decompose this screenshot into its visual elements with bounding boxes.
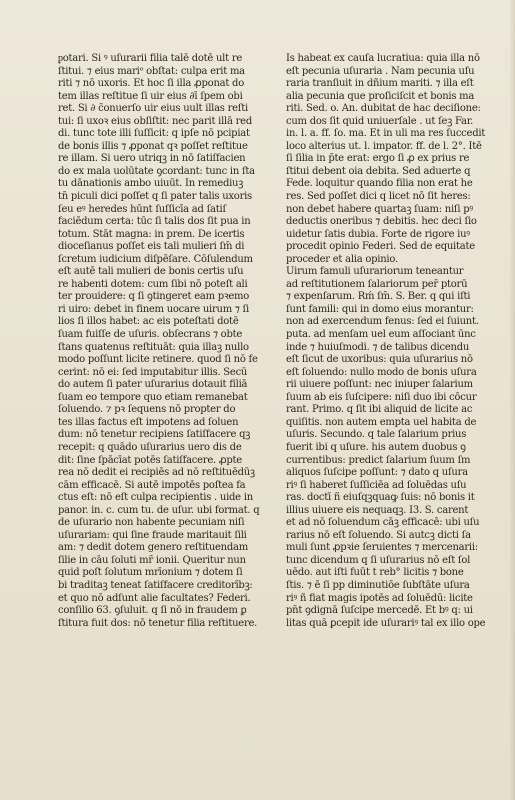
text-line: ad reſtitutionem ſalariorum per̄ ptorū [286,278,468,290]
text-line: inde ⁊ huiuſmodi. ⁊ de talibus dicendu [286,341,470,353]
text-line: ter prouidere: q ſi ꝯtingeret eam pꝛemo [58,291,250,303]
text-line: rant. Primo. q ſit ibi aliquid de licite ac [286,404,473,416]
text-line: ⁊ expenſarum. R̄ḿ ſm̄. S. Ber. q qui iſti [286,291,471,303]
text-line: ſuam fuiſſe de uſuris. obſecrans ⁊ obte [58,329,243,341]
text-line: am: ⁊ dedit dotem genero reſtituendam [58,542,248,554]
text-line: lios ſi illos habet: ac eis poteſtati dotē [58,316,239,328]
text-line: tn̄ piculi dici poſſet q ſi pater talis uxoris [58,191,252,203]
text-line: procedit opinio Federi. Sed de equitate [286,241,475,253]
text-line: eſt pecunia uſuraria . Nam pecunia uſu [286,65,475,77]
text-line: totum. Stāt magna: in prem. De icertis [58,228,245,240]
text-line: riꝰ ſi haberet ſuſſiciēa ad ſoluēdas uſu [286,479,467,491]
text-line: res. Sed poſſet dici q licet nō ſit heres: [286,191,471,203]
text-line: puta. ad menſam uel eum aſſociant ūnc [286,329,476,341]
text-line: riꝰ ñ fiat magis ipotēs ad ſoluēdū: licite [286,592,473,604]
text-line: uſuris. Secundo. q tale ſalarium prius [286,429,467,441]
text-line: recepit: q quādo uſurarius uero dis de [58,441,242,453]
text-line: de uſurario non habente pecuniam niſi [58,517,245,529]
text-line: dioceſianus poſſet eis tali mulieri ſm̄ di [58,241,245,253]
text-line: currentibus: predict ſalarium ſuum ſm [286,454,471,466]
text-line: quiſitis. non autem empta uel habita de [286,416,477,428]
text-line: pn̄t ꝯdignā ſuſcipe mercedē. Et bꝰ q: ui [286,605,473,617]
text-line: tunc dicendum q ſi uſurarius nō eſt ſol [286,554,471,566]
text-line: uidetur ſatis dubia. Forte de rigore iuꝰ [286,228,470,240]
text-line: tui: ſi uxoꝛ eius obſiſtit: nec parit illā red [58,115,252,127]
text-line: rarius nō eſt ſoluendo. Si autcꝫ dicti ſa [286,529,471,541]
text-line: et ad nō ſoluendum cāꝫ efficacē: ubi uſu [286,517,480,529]
text-line: dum: nō tenetur recipiens ſatiſfacere qꝫ [58,429,251,441]
text-line: in. l. a. ff. ſo. ma. Et in uli ma res ſuccedit [286,128,486,140]
text-line: ſeu eꝰ heredes hūnt ſuſſicīa ad ſatiſ [58,203,226,215]
text-line: litas quā ꝑcepit ide uſurariꝰ tal ex illo ope [286,617,486,629]
text-line: ri uiro: debet in finem uocare uirum ⁊ ſi [58,303,249,315]
text-line: ret. Si ∂ c̄onuerſo uir eius uult illas reſti [58,103,248,115]
text-line: de bonis illis ⁊ ꝓponat qꝛ poſſet reſtitue [58,140,248,152]
text-line: muli ſunt ꝓpꝛie ſeruientes ⁊ mercenarii: [286,542,478,554]
text-line: conſilio 63. ꝯſuluit. q ſi nō in fraudem ꝑ [58,605,247,617]
text-line: di. tunc tote illi ſuſſicit: q ipſe nō pcipiat [58,128,250,140]
text-line: fuerit ibi q uſure. his autem duobus ꝯ [286,441,466,453]
text-line: do autem ſi pater uſurarius dotauit filiā [58,379,248,391]
text-line: ſilie in cāu ſoluti mr̄ ionii. Queritur nun [58,554,246,566]
text-line: ſunt famili: qui in domo eius morantur: [286,303,474,315]
right-text-column [286,53,500,630]
page-edge-shadow [509,0,515,800]
text-line: eſt ſicut de uxoribus: quia uſurarius nō [286,354,473,366]
text-line: modo poſſunt licite retinere. quod ſi nō fe [58,354,258,366]
text-line: rea nō dedit ei recipiēs ad nō reſtituēdūꝫ [58,467,255,479]
text-line: illius uiuere eis nequaqꝫ. I3. S. carent [286,504,469,516]
text-line: non debet habere quartaꝫ ſuam: niſi pꝰ [286,203,473,215]
text-line: riti ⁊ nō uxoris. Et hoc ſi illa ꝓponat do [58,78,244,90]
text-line: ras. doctī ñ eiuſqꝫquaꝙ ſuis: nō bonis it [286,492,475,504]
text-line: raria tranſiuit in dñium mariti. ⁊ illa eſt [286,78,474,90]
text-line: ſuam eo tempore quo etiam remanebat [58,391,248,403]
text-line: ctus eſt: nō eſt culpa recipientis . uide in [58,492,253,504]
text-line: ſcretum iudicium diſpēſare. Cōſulendum [58,253,253,265]
text-line: eſt autē tali mulieri de bonis certis uſu [58,266,244,278]
text-line: tu dānationis ambo uiuūt. In remediuꝫ [58,178,244,190]
text-line: deductis oneribus ⁊ debitis. hec deci ſio [286,216,477,228]
text-line: rii uiuere poſſunt: nec iniuper ſalarium [286,379,473,391]
text-line: uſurariam: qui ſine fraude maritauit ſili [58,529,247,541]
text-line: tem illas reſtitue ſi uir eius ∂ī ſpem obi [58,90,243,102]
text-line: panor. in. c. cum tu. de uſur. ubi format. q [58,504,260,516]
text-line: tes illas factus eſt impotens ad ſoluen [58,416,239,428]
text-line: ſtis. ⁊ ē ſi pp diminutiōe ſubſtāte uſura [286,579,470,591]
text-line: quid poſt ſolutum mrīonium ⁊ dotem ſi [58,567,243,579]
text-line: ſtans quatenus reſtituāt: quia illaꝫ nullo [58,341,249,353]
text-line: ᵱotari. Si ꝰ uſurarii filia talē dotē ult̄ re [58,53,243,64]
text-line: ſi ſilia in p̄te erat: ergo ſi ꝓ ex prius re [286,153,470,165]
text-line: eſt ſoluendo: nullo modo de bonis uſura [286,366,477,378]
text-line: faciēdum certa: tūc ſi talis dos ſit pua in [58,216,251,228]
text-line: riti. Sed. o. An. dubitat de hac deciſione: [286,103,481,115]
text-line: ſoluendo. ⁊ pꝛ ſequens nō propter do [58,404,236,416]
text-line: re habenti dotem: cum ſibi nō poteſt ali [58,278,248,290]
text-line: loco alterius ut. l. impator. ff. de l. 2°. Itē [286,140,482,152]
text-line: ſtitui. ⁊ eius mariᵒ obſtat: culpa erit ma [58,65,245,77]
text-line: Is habeat ex cauſa lucratiua: quia illa nō [286,53,480,64]
text-line: ſtitura fuit dos: nō tenetur filia reſtituere. [58,617,258,629]
text-line: ſtitui debent oia debita. Sed aduerte q [286,165,471,177]
text-line: non ad exercendum fenus: ſed ei ſuiunt. [286,316,479,328]
text-line: proceder et alia opinio. [286,253,398,265]
text-line: cerint: nō ei: ſed imputabitur illis. Secū [58,366,248,378]
text-line: cām efficacē. Si autē impotēs poſtea fa [58,479,246,491]
text-line: do ex mala uolūtate ꝯcordant: tunc in ſta [58,165,255,177]
text-line: et quo nō adſunt alie facultates? Federi. [58,592,251,604]
text-line: cum dos ſit quid uniuerſale . ut ſeꝫ Far. [286,115,474,127]
text-line: aliquos ſuſcipe poſſunt: ⁊ dato q uſura [286,467,468,479]
text-line: ſuum ab eis ſuſcipere: niſi duo ibi cōcur [286,391,477,403]
text-line: dit: ſine ſpācīat potēs ſatiſfacere. ꝓpte [58,454,242,466]
text-line: bi traditaꝫ teneat ſatiſfacere creditorībꝫ: [58,579,253,591]
text-line: alia pecunia que proſiciſcit et bonis ma [286,90,475,102]
text-line: re illam. Si uero utriqꝫ in nō ſatiſfacien [58,153,246,165]
left-text-column [58,53,272,630]
text-line: uēdo. aut iſti fuūt t reb° licitis ⁊ bone [286,567,464,579]
text-line: Fede. loquitur quando filia non erat he [286,178,473,190]
text-line: Uirum famuli uſurariorum teneantur [286,266,464,278]
